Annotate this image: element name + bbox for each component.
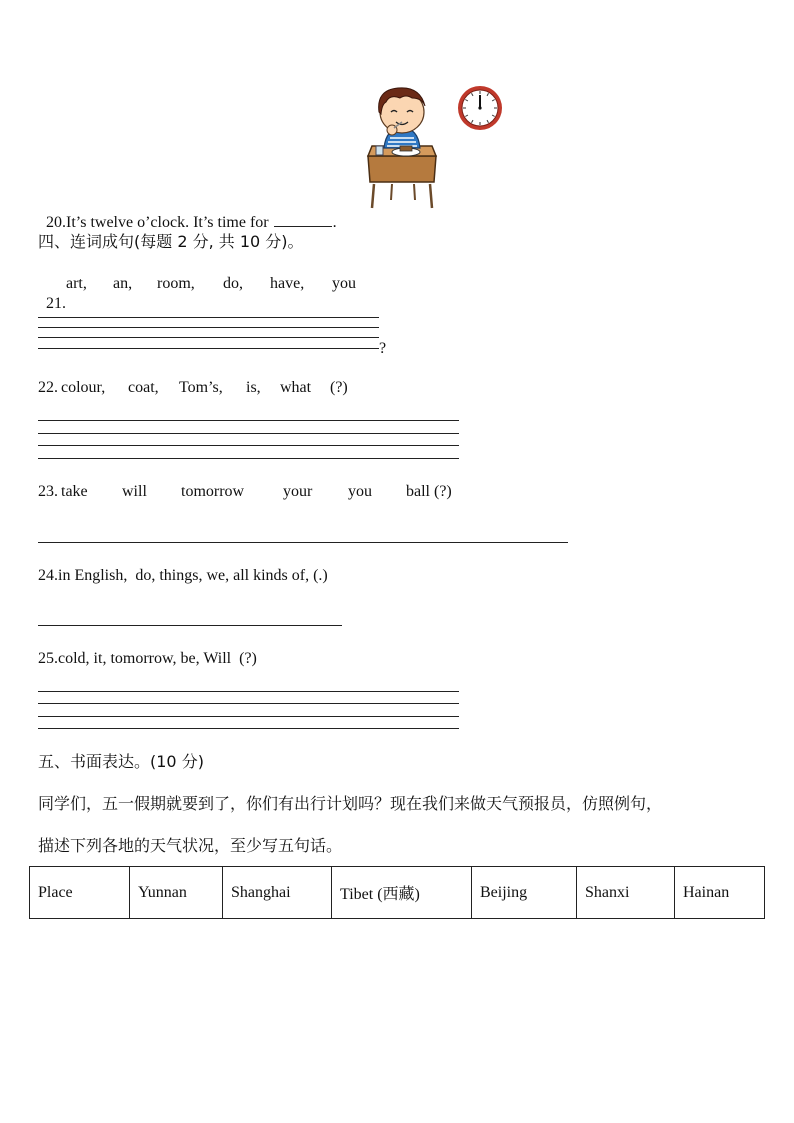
q21-word: art, [66,275,87,292]
question-25: 25.cold, it, tomorrow, be, Will (?) [38,650,257,667]
question-21 [38,274,66,314]
answer-line[interactable] [38,716,459,717]
answer-line[interactable] [38,433,459,434]
table-cell-yunnan: Yunnan [130,867,223,919]
boy-eating-illustration [362,84,442,210]
q21-word: have, [270,275,305,292]
table-cell-tibet: Tibet (西藏) [332,867,472,919]
q23-word: ball (?) [406,483,452,500]
answer-line[interactable] [38,728,459,729]
question-21-number: 21. [46,295,66,312]
table-cell-shanxi: Shanxi [577,867,675,919]
question-24: 24.in English, do, things, we, all kinds of, (.) [38,567,328,584]
answer-line[interactable] [38,327,379,328]
table-cell-hainan: Hainan [675,867,765,919]
answer-line[interactable] [38,542,568,543]
question-20 [38,192,337,233]
answer-line[interactable] [38,625,342,626]
question-20-text: 20.It’s twelve o’clock. It’s time for [46,214,269,231]
q21-word: an, [113,275,133,292]
answer-line[interactable] [38,691,459,692]
answer-line[interactable] [38,317,379,318]
question-22-number: 22. [38,379,58,396]
answer-blank[interactable] [274,212,332,227]
clock-icon [456,84,504,132]
q21-word: you [332,275,356,292]
q23-word: tomorrow [181,483,245,500]
q22-word: coat, [128,379,159,396]
q22-word: colour, [61,379,106,396]
answer-line[interactable] [38,348,379,349]
q23-word: you [348,483,372,500]
table-cell-beijing: Beijing [472,867,577,919]
table-cell-place: Place [30,867,130,919]
weather-table [29,866,765,919]
answer-line[interactable] [38,703,459,704]
q22-word: Tom’s, [179,379,223,396]
answer-line[interactable] [38,337,379,338]
q22-word: what [280,379,312,396]
q21-word: room, [157,275,195,292]
answer-line[interactable] [38,445,459,446]
question-23-number: 23. [38,483,58,500]
question-21-end-mark: ? [379,340,387,357]
section-4-title: 四、连词成句(每题 2 分, 共 10 分)。 [38,232,304,251]
table-cell-shanghai: Shanghai [223,867,332,919]
q23-word: your [283,483,313,500]
q23-word: will [122,483,147,500]
answer-line[interactable] [38,420,459,421]
q23-word: take [61,483,88,500]
table-row [30,867,765,919]
section-5-instructions-2: 描述下列各地的天气状况，至少写五句话。 [38,836,343,855]
section-5-title: 五、书面表达。(10 分) [38,752,204,771]
question-20-end: . [332,214,337,231]
q22-word: (?) [330,379,348,396]
section-5-instructions: 同学们，五一假期就要到了，你们有出行计划吗？现在我们来做天气预报员，仿照例句， [38,794,663,813]
q22-word: is, [246,379,261,396]
q21-word: do, [223,275,243,292]
answer-line[interactable] [38,458,459,459]
